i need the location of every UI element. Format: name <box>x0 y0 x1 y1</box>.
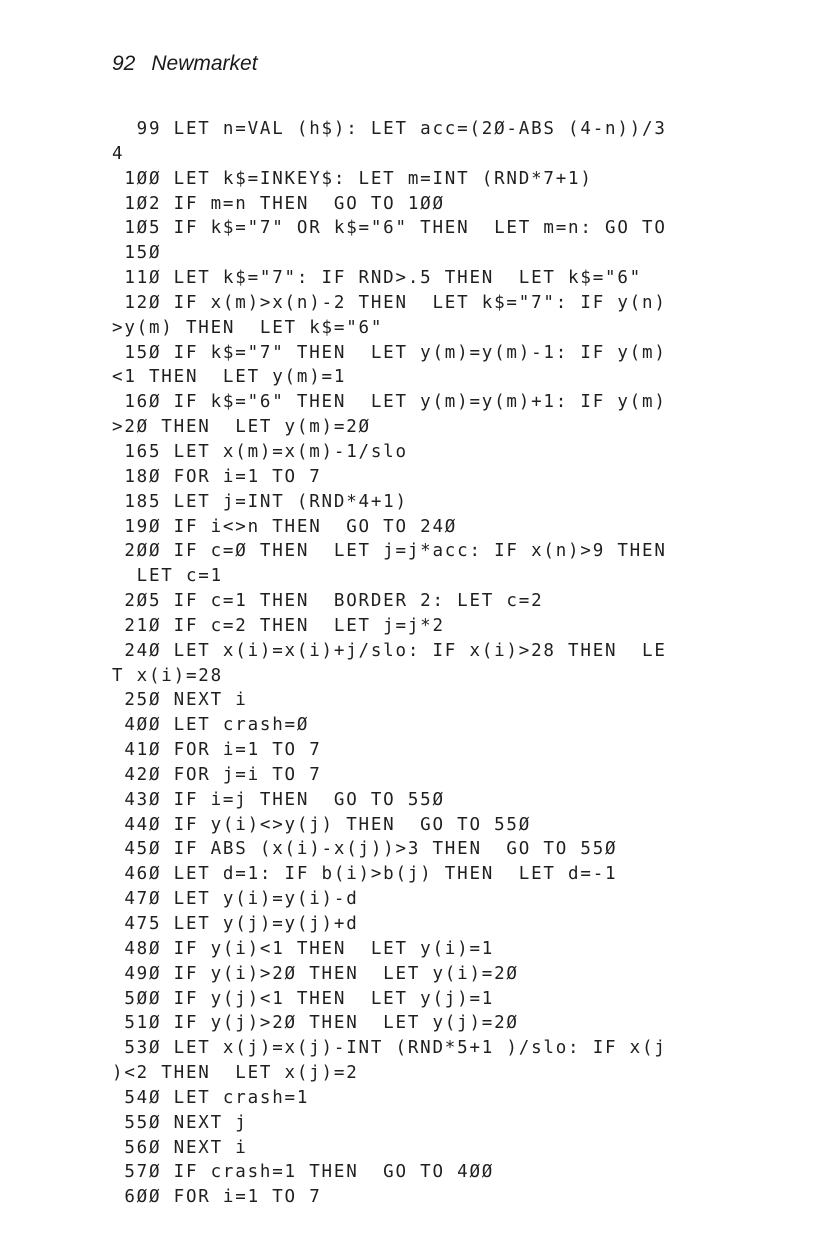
code-line: 2ØØ IF c=Ø THEN LET j=j*acc: IF x(n)>9 THEN <box>112 541 667 562</box>
code-line: 6ØØ FOR i=1 TO 7 <box>112 1187 322 1208</box>
code-line: 45Ø IF ABS (x(i)-x(j))>3 THEN GO TO 55Ø <box>112 839 618 860</box>
code-line: 54Ø LET crash=1 <box>112 1087 310 1108</box>
code-line: LET c=1 <box>112 566 223 587</box>
running-title: Newmarket <box>151 52 258 75</box>
code-line: 25Ø NEXT i <box>112 690 248 711</box>
code-line: 44Ø IF y(i)<>y(j) THEN GO TO 55Ø <box>112 814 532 835</box>
code-line: 1Ø5 IF k$="7" OR k$="6" THEN LET m=n: GO TO <box>112 218 667 239</box>
program-listing <box>112 117 667 1210</box>
code-line: 12Ø IF x(m)>x(n)-2 THEN LET k$="7": IF y(n) <box>112 292 667 313</box>
code-line: 4 <box>112 143 125 164</box>
code-line: 165 LET x(m)=x(m)-1/slo <box>112 441 408 462</box>
code-line: 99 LET n=VAL (h$): LET acc=(2Ø-ABS (4-n))/3 <box>112 119 667 139</box>
code-line: 15Ø <box>112 243 162 264</box>
code-line: 41Ø FOR i=1 TO 7 <box>112 740 322 761</box>
code-line: 19Ø IF i<>n THEN GO TO 24Ø <box>112 516 458 537</box>
code-line: 57Ø IF crash=1 THEN GO TO 4ØØ <box>112 1162 495 1183</box>
code-line: >y(m) THEN LET k$="6" <box>112 317 384 338</box>
code-line: 47Ø LET y(i)=y(i)-d <box>112 889 359 910</box>
page-number: 92 <box>112 52 136 75</box>
code-line: T x(i)=28 <box>112 665 223 686</box>
page-header <box>112 52 258 76</box>
code-line: 42Ø FOR j=i TO 7 <box>112 764 322 785</box>
code-line: 55Ø NEXT j <box>112 1112 248 1133</box>
code-line: )<2 THEN LET x(j)=2 <box>112 1063 359 1084</box>
code-line: 5ØØ IF y(j)<1 THEN LET y(j)=1 <box>112 988 495 1009</box>
code-line: <1 THEN LET y(m)=1 <box>112 367 347 388</box>
code-line: 21Ø IF c=2 THEN LET j=j*2 <box>112 615 445 636</box>
code-line: 475 LET y(j)=y(j)+d <box>112 914 359 934</box>
code-line: 49Ø IF y(i)>2Ø THEN LET y(i)=2Ø <box>112 963 519 984</box>
code-line: >2Ø THEN LET y(m)=2Ø <box>112 417 371 438</box>
code-line: 185 LET j=INT (RND*4+1) <box>112 491 408 512</box>
code-line: 56Ø NEXT i <box>112 1137 248 1158</box>
code-line: 1Ø2 IF m=n THEN GO TO 1ØØ <box>112 193 445 214</box>
code-line: 4ØØ LET crash=Ø <box>112 715 310 736</box>
code-line: 43Ø IF i=j THEN GO TO 55Ø <box>112 789 445 810</box>
code-line: 24Ø LET x(i)=x(i)+j/slo: IF x(i)>28 THEN LE <box>112 640 667 661</box>
code-line: 53Ø LET x(j)=x(j)-INT (RND*5+1 )/slo: IF x(j <box>112 1038 667 1059</box>
code-line: 48Ø IF y(i)<1 THEN LET y(i)=1 <box>112 938 495 959</box>
code-line: 11Ø LET k$="7": IF RND>.5 THEN LET k$="6" <box>112 268 643 289</box>
code-line: 1ØØ LET k$=INKEY$: LET m=INT (RND*7+1) <box>112 168 593 189</box>
code-line: 16Ø IF k$="6" THEN LET y(m)=y(m)+1: IF y(m) <box>112 392 667 413</box>
code-line: 18Ø FOR i=1 TO 7 <box>112 466 322 487</box>
code-line: 2Ø5 IF c=1 THEN BORDER 2: LET c=2 <box>112 591 544 612</box>
code-line: 51Ø IF y(j)>2Ø THEN LET y(j)=2Ø <box>112 1013 519 1034</box>
code-line: 15Ø IF k$="7" THEN LET y(m)=y(m)-1: IF y(m) <box>112 342 667 363</box>
code-line: 46Ø LET d=1: IF b(i)>b(j) THEN LET d=-1 <box>112 864 618 885</box>
